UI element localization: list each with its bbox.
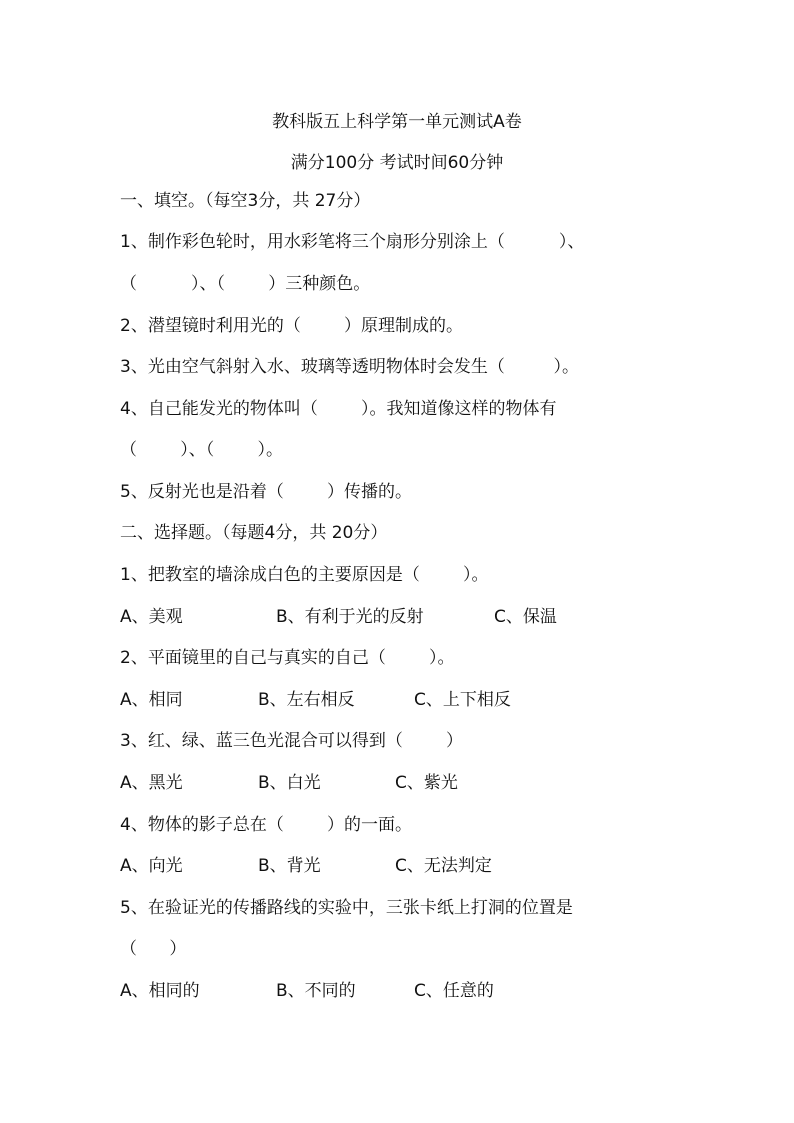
fill-question-4-line1: 4、自己能发光的物体叫（ ）。我知道像这样的物体有 (120, 399, 557, 419)
choice-5-option-b: B、不同的 (276, 981, 356, 1001)
choice-5-option-a: A、相同的 (120, 981, 200, 1001)
choice-3-option-c: C、紫光 (395, 773, 458, 793)
choice-question-5-line2: （ ） (120, 939, 187, 959)
choice-2-option-c: C、上下相反 (414, 690, 511, 710)
choice-1-option-c: C、保温 (494, 607, 557, 627)
fill-question-5: 5、反射光也是沿着（ ）传播的。 (120, 482, 413, 502)
choice-question-5-line1: 5、在验证光的传播路线的实验中，三张卡纸上打洞的位置是 (120, 898, 573, 918)
choice-4-option-c: C、无法判定 (395, 856, 492, 876)
section1-heading: 一、填空。（每空3分，共 27分） (120, 191, 371, 211)
fill-question-4-line2: （ ）、（ ）。 (120, 440, 283, 460)
exam-title: 教科版五上科学第一单元测试A卷 (272, 112, 522, 132)
choice-question-2: 2、平面镜里的自己与真实的自己（ ）。 (120, 648, 455, 668)
choice-4-option-b: B、背光 (258, 856, 321, 876)
choice-2-option-a: A、相同 (120, 690, 183, 710)
choice-2-option-b: B、左右相反 (258, 690, 355, 710)
section2-heading: 二、选择题。（每题4分，共 20分） (120, 523, 388, 543)
choice-1-option-a: A、美观 (120, 607, 183, 627)
choice-question-4: 4、物体的影子总在（ ）的一面。 (120, 815, 413, 835)
choice-3-option-a: A、黑光 (120, 773, 183, 793)
fill-question-2: 2、潜望镜时利用光的（ ）原理制成的。 (120, 316, 464, 336)
fill-question-1-line1: 1、制作彩色轮时，用水彩笔将三个扇形分别涂上（ ）、 (120, 232, 585, 252)
choice-3-option-b: B、白光 (258, 773, 321, 793)
exam-subtitle: 满分100分 考试时间60分钟 (290, 153, 504, 173)
fill-question-1-line2: （ ）、（ ）三种颜色。 (120, 274, 371, 294)
choice-question-3: 3、红、绿、蓝三色光混合可以得到（ ） (120, 731, 464, 751)
choice-1-option-b: B、有利于光的反射 (276, 607, 424, 627)
choice-question-1: 1、把教室的墙涂成白色的主要原因是（ ）。 (120, 565, 489, 585)
choice-5-option-c: C、任意的 (414, 981, 494, 1001)
fill-question-3: 3、光由空气斜射入水、玻璃等透明物体时会发生（ ）。 (120, 357, 579, 377)
choice-4-option-a: A、向光 (120, 856, 183, 876)
